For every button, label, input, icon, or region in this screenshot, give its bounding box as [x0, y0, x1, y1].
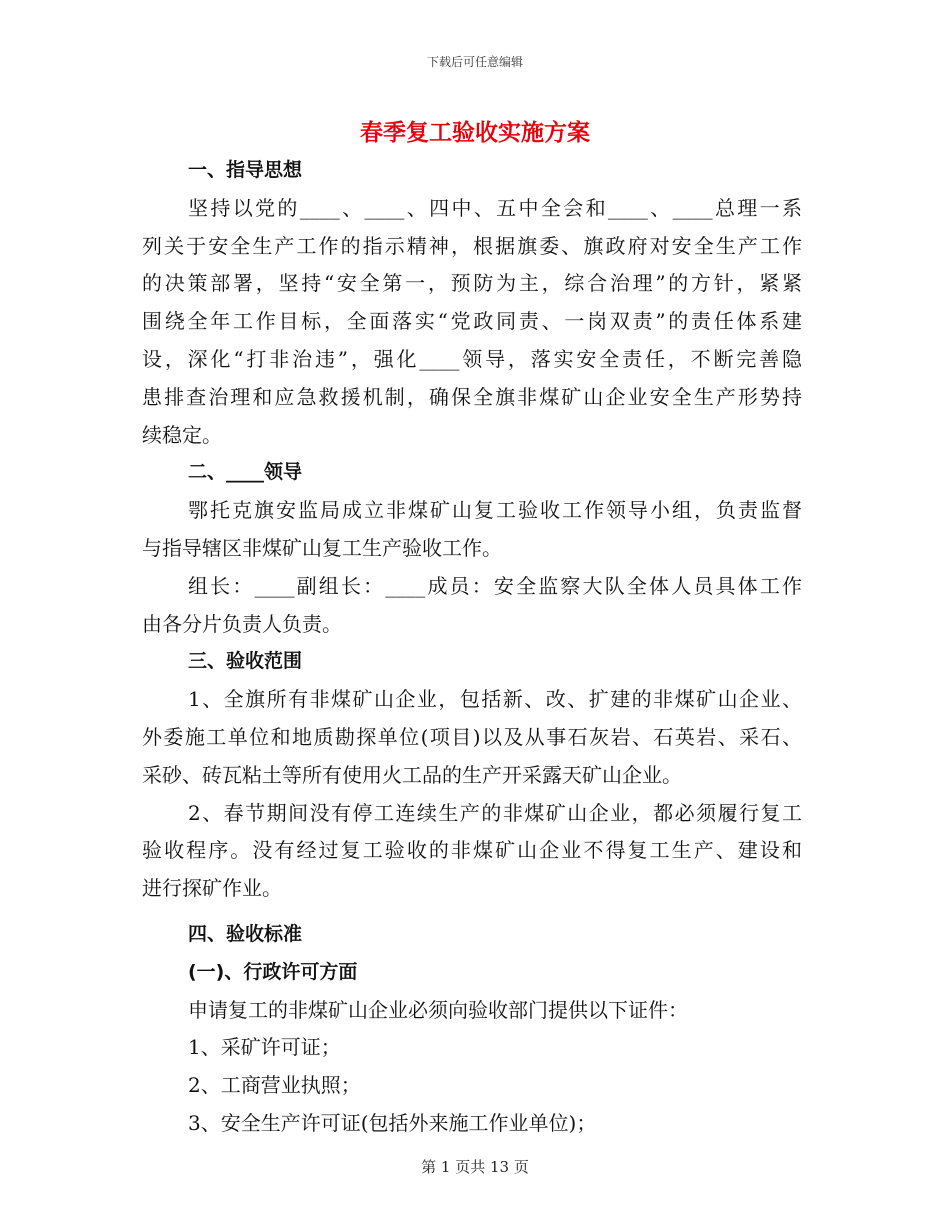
paragraph-line: 组长：____副组长：____成员：安全监察大队全体人员具体工作 — [188, 573, 802, 598]
document-title: 春季复工验收实施方案 — [360, 120, 590, 146]
page-footer: 第 1 页共 13 页 — [421, 1158, 529, 1176]
paragraph-line: 坚持以党的____、____、四中、五中全会和____、____总理一系 — [188, 195, 802, 220]
paragraph-line: 验收程序。没有经过复工验收的非煤矿山企业不得复工生产、建设和 — [142, 838, 802, 863]
paragraph-line: 患排查治理和应急救援机制，确保全旗非煤矿山企业安全生产形势持 — [142, 384, 802, 409]
paragraph-line: 采砂、砖瓦粘土等所有使用火工品的生产开采露天矿山企业。 — [142, 762, 682, 787]
document-body — [142, 152, 802, 1143]
section-heading: 三、验收范围 — [188, 650, 303, 673]
paragraph-line: 申请复工的非煤矿山企业必须向验收部门提供以下证件： — [188, 997, 688, 1022]
paragraph-line: 续稳定。 — [142, 422, 222, 447]
section-heading: 二、____领导 — [188, 461, 303, 484]
paragraph-line: 的决策部署，坚持“安全第一，预防为主，综合治理”的方针，紧紧 — [142, 271, 802, 296]
spacer — [142, 908, 802, 916]
paragraph-line: 由各分片负责人负责。 — [142, 611, 342, 636]
paragraph-line: 3、安全生产许可证(包括外来施工作业单位)； — [188, 1110, 597, 1135]
paragraph-line: 2、春节期间没有停工连续生产的非煤矿山企业，都必须履行复工 — [188, 800, 802, 825]
paragraph-line: 鄂托克旗安监局成立非煤矿山复工验收工作领导小组，负责监督 — [188, 498, 802, 523]
paragraph-line: 1、采矿许可证； — [188, 1035, 341, 1060]
paragraph-line: 1、全旗所有非煤矿山企业，包括新、改、扩建的非煤矿山企业、 — [188, 687, 802, 712]
paragraph-line: 与指导辖区非煤矿山复工生产验收工作。 — [142, 535, 502, 560]
paragraph-line: 围绕全年工作目标，全面落实“党政同责、一岗双责”的责任体系建 — [142, 309, 802, 334]
paragraph-line: 列关于安全生产工作的指示精神，根据旗委、旗政府对安全生产工作 — [142, 233, 802, 258]
paragraph-line: 设，深化“打非治违”，强化____领导，落实安全责任，不断完善隐 — [142, 346, 802, 371]
section-heading: 四、验收标准 — [188, 922, 303, 945]
paragraph-line: 2、工商营业执照； — [188, 1073, 361, 1098]
paragraph-line: 外委施工单位和地质勘探单位(项目)以及从事石灰岩、石英岩、采石、 — [142, 724, 802, 749]
paragraph-line: 进行探矿作业。 — [142, 876, 282, 901]
page-header-note: 下载后可任意编辑 — [426, 55, 523, 69]
section-heading: 一、指导思想 — [188, 159, 303, 181]
section-heading: (一)、行政许可方面 — [188, 960, 358, 983]
